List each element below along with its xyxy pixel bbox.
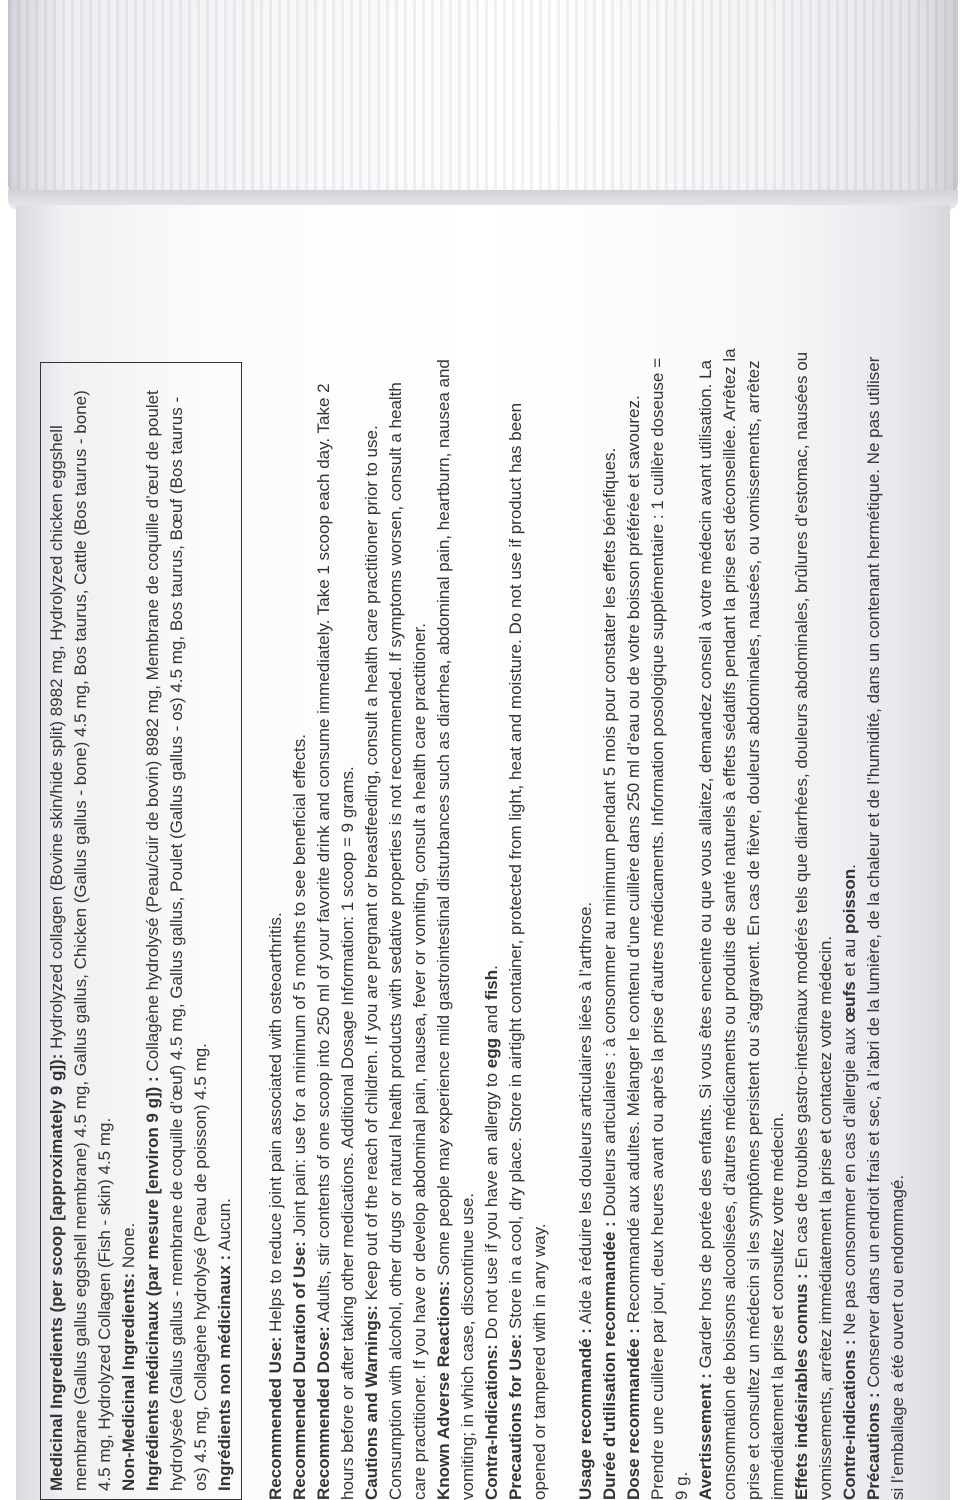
fr-warning <box>694 348 790 1500</box>
fr-recommended-duration <box>598 348 622 1500</box>
ingredients-box <box>40 362 242 1500</box>
precautions-text: Store in a cool, dry place. Store in airtight container, protected from light, heat and moisture. Do not use if product has been opened or tampered with in any way. <box>506 402 549 1500</box>
non-medicinal-label: Non-Medicinal Ingredients: <box>119 1272 138 1491</box>
fr-allergen-eggs: œufs <box>840 981 859 1023</box>
medicinal-ingredients <box>45 371 117 1491</box>
cautions-warnings <box>360 348 432 1500</box>
fr-non-medicinal-text: Aucun. <box>215 1198 234 1252</box>
fr-duration-text: Douleurs articulaires : à consommer au minimum pendant 5 mois pour constater les effets bénéfiques. <box>600 447 619 1217</box>
recommended-duration <box>288 348 312 1500</box>
recommended-use <box>264 348 288 1500</box>
recommended-use-label: Recommended Use: <box>266 1336 285 1500</box>
fr-effects-text: En cas de troubles gastro-intestinaux modérés tels que diarrhées, douleurs abdominales, brûlures d’estomac, nausées ou vomissements, arrêtez immédiatement la prise et contactez votre médecin. <box>792 351 835 1500</box>
adverse-reactions <box>432 348 480 1500</box>
fr-contra-and: et au <box>840 938 859 977</box>
fr-medicinal-text: Collagène hydrolysé (Peau/cuir de bovin) 8982 mg, Membrane de coquille d’œuf de poulet hydrolysée (Gallus gallus - membrane de coquille d’œuf) 4.5 mg, Gallus gallus, Poulet (Gallus gallus - os) 4.5 mg, Bos taurus, Bœuf (Bos taurus - os) 4.5 mg, Collagène hydrolysé (Peau de poisson) 4.5 mg. <box>143 390 210 1491</box>
contra-indications-text: Do not use if you have an allergy to <box>482 1072 501 1340</box>
fr-medicinal-ingredients <box>141 371 213 1491</box>
fr-precautions-label: Précautions : <box>864 1392 883 1500</box>
contra-and: and <box>482 1004 501 1034</box>
fr-contra-indications <box>838 348 862 1500</box>
contra-indications-label: Contra-Indications: <box>482 1344 501 1500</box>
recommended-dose-label: Recommended Dose: <box>314 1326 333 1500</box>
fr-warning-text: Garder hors de portée des enfants. Si vous êtes enceinte ou que vous allaitez, demandez conseil à votre médecin avant utilisation. La consommation de boissons alcoolisées, d’autres médicaments ou produits de santé naturels à effets sédatifs pendant la prise est déconseillée. Arrêtez la prise et consultez un médecin si les symptômes persistent ou s’aggravent. En cas de fièvre, douleurs abdominales, nausées, ou vomissements, arrêtez immédiatement la prise et consultez votre médecin. <box>696 348 787 1500</box>
adverse-reactions-label: Known Adverse Reactions: <box>434 1280 453 1500</box>
allergen-fish: fish <box>482 969 501 1001</box>
cautions-label: Cautions and Warnings: <box>362 1305 381 1500</box>
medicinal-ingredients-label: Medicinal Ingredients (per scoop [approximately 9 g]): <box>47 1053 66 1491</box>
fr-contra-text: Ne pas consommer en cas d’allergie aux <box>840 1027 859 1335</box>
fr-precautions <box>862 348 910 1500</box>
fr-precautions-text: Conserver dans un endroit frais et sec, à l’abri de la lumière, de la chaleur et de l’humidité, dans un contenant hermétique. Ne pas utiliser si l’emballage a été ouvert ou endommagé. <box>864 356 907 1500</box>
product-label <box>34 348 920 1500</box>
fr-allergen-fish: poisson <box>840 868 859 935</box>
precautions-label: Precautions for Use: <box>506 1333 525 1500</box>
fr-dose-label: Dose recommandée : <box>624 1328 643 1500</box>
fr-contra-end: . <box>840 864 859 869</box>
non-medicinal-text: None. <box>119 1222 138 1269</box>
precautions <box>504 348 552 1500</box>
jar-lid <box>8 0 958 200</box>
recommended-duration-text: Joint pain: use for a minimum of 5 months to see beneficial effects. <box>290 734 309 1237</box>
fr-contra-label: Contre-indications : <box>840 1339 859 1500</box>
fr-effects-label: Effets indésirables connus : <box>792 1273 811 1500</box>
fr-medicinal-label: Ingrédients médicinaux (par mesure [environ 9 g]) : <box>143 1076 162 1491</box>
recommended-dose-text: Adults, stir contents of one scoop into 250 ml of your favorite drink and consume immediately. Take 1 scoop each day. Take 2 hours before or after taking other medications. Additional Dosage Information: 1 scoop = 9 grams. <box>314 383 357 1500</box>
fr-use-text: Aide à réduire les douleurs articulaires liées à l’arthrose. <box>576 901 595 1325</box>
fr-adverse-effects <box>790 348 838 1500</box>
fr-duration-label: Durée d’utilisation recommandée : <box>600 1221 619 1500</box>
english-directions <box>264 348 552 1500</box>
label-text-rotated <box>34 348 920 1500</box>
fr-use-label: Usage recommandé : <box>576 1328 595 1500</box>
fr-dose-text: Recommandé aux adultes. Mélanger le contenu d’une cuillère dans 250 ml d’eau ou de votre boisson préférée et savourez. Prendre une cuillère par jour, deux heures avant ou après la prise d’autres médicaments. Information posologique supplémentaire : 1 cuillère doseuse = 9 g. <box>624 357 691 1500</box>
non-medicinal-ingredients <box>117 371 141 1491</box>
fr-recommended-use <box>574 348 598 1500</box>
french-directions <box>574 348 910 1500</box>
fr-recommended-dose <box>622 348 694 1500</box>
allergen-egg: egg <box>482 1037 501 1069</box>
recommended-use-text: Helps to reduce joint pain associated with osteoarthritis. <box>266 912 285 1332</box>
contra-end: . <box>482 965 501 970</box>
fr-warning-label: Avertissement : <box>696 1373 715 1500</box>
recommended-duration-label: Recommended Duration of Use: <box>290 1241 309 1500</box>
medicinal-ingredients-text: Hydrolyzed collagen (Bovine skin/hide split) 8982 mg, Hydrolyzed chicken eggshell membrane (Gallus gallus eggshell membrane) 4.5 mg, Gallus gallus, Chicken (Gallus gallus - bone) 4.5 mg, Bos taurus, Cattle (Bos taurus - bone) 4.5 mg, Hydrolyzed Collagen (Fish - skin) 4.5 mg. <box>47 390 114 1491</box>
adverse-reactions-text: Some people may experience mild gastrointestinal disturbances such as diarrhea, abdominal pain, heartburn, nausea and vomiting; in which case, discontinue use. <box>434 359 477 1500</box>
contra-indications <box>480 348 504 1500</box>
fr-non-medicinal-ingredients <box>213 371 237 1491</box>
cautions-text: Keep out of the reach of children. If you are pregnant or breastfeeding, consult a health care practitioner prior to use. Consumption with alcohol, other drugs or natural health products with sedative properties is not recommended. If symptoms worsen, consult a health care practitioner. If you have or develop abdominal pain, nausea, fever or vomiting, consult a health care practitioner. <box>362 382 429 1500</box>
fr-non-medicinal-label: Ingrédients non médicinaux : <box>215 1254 234 1491</box>
recommended-dose <box>312 348 360 1500</box>
